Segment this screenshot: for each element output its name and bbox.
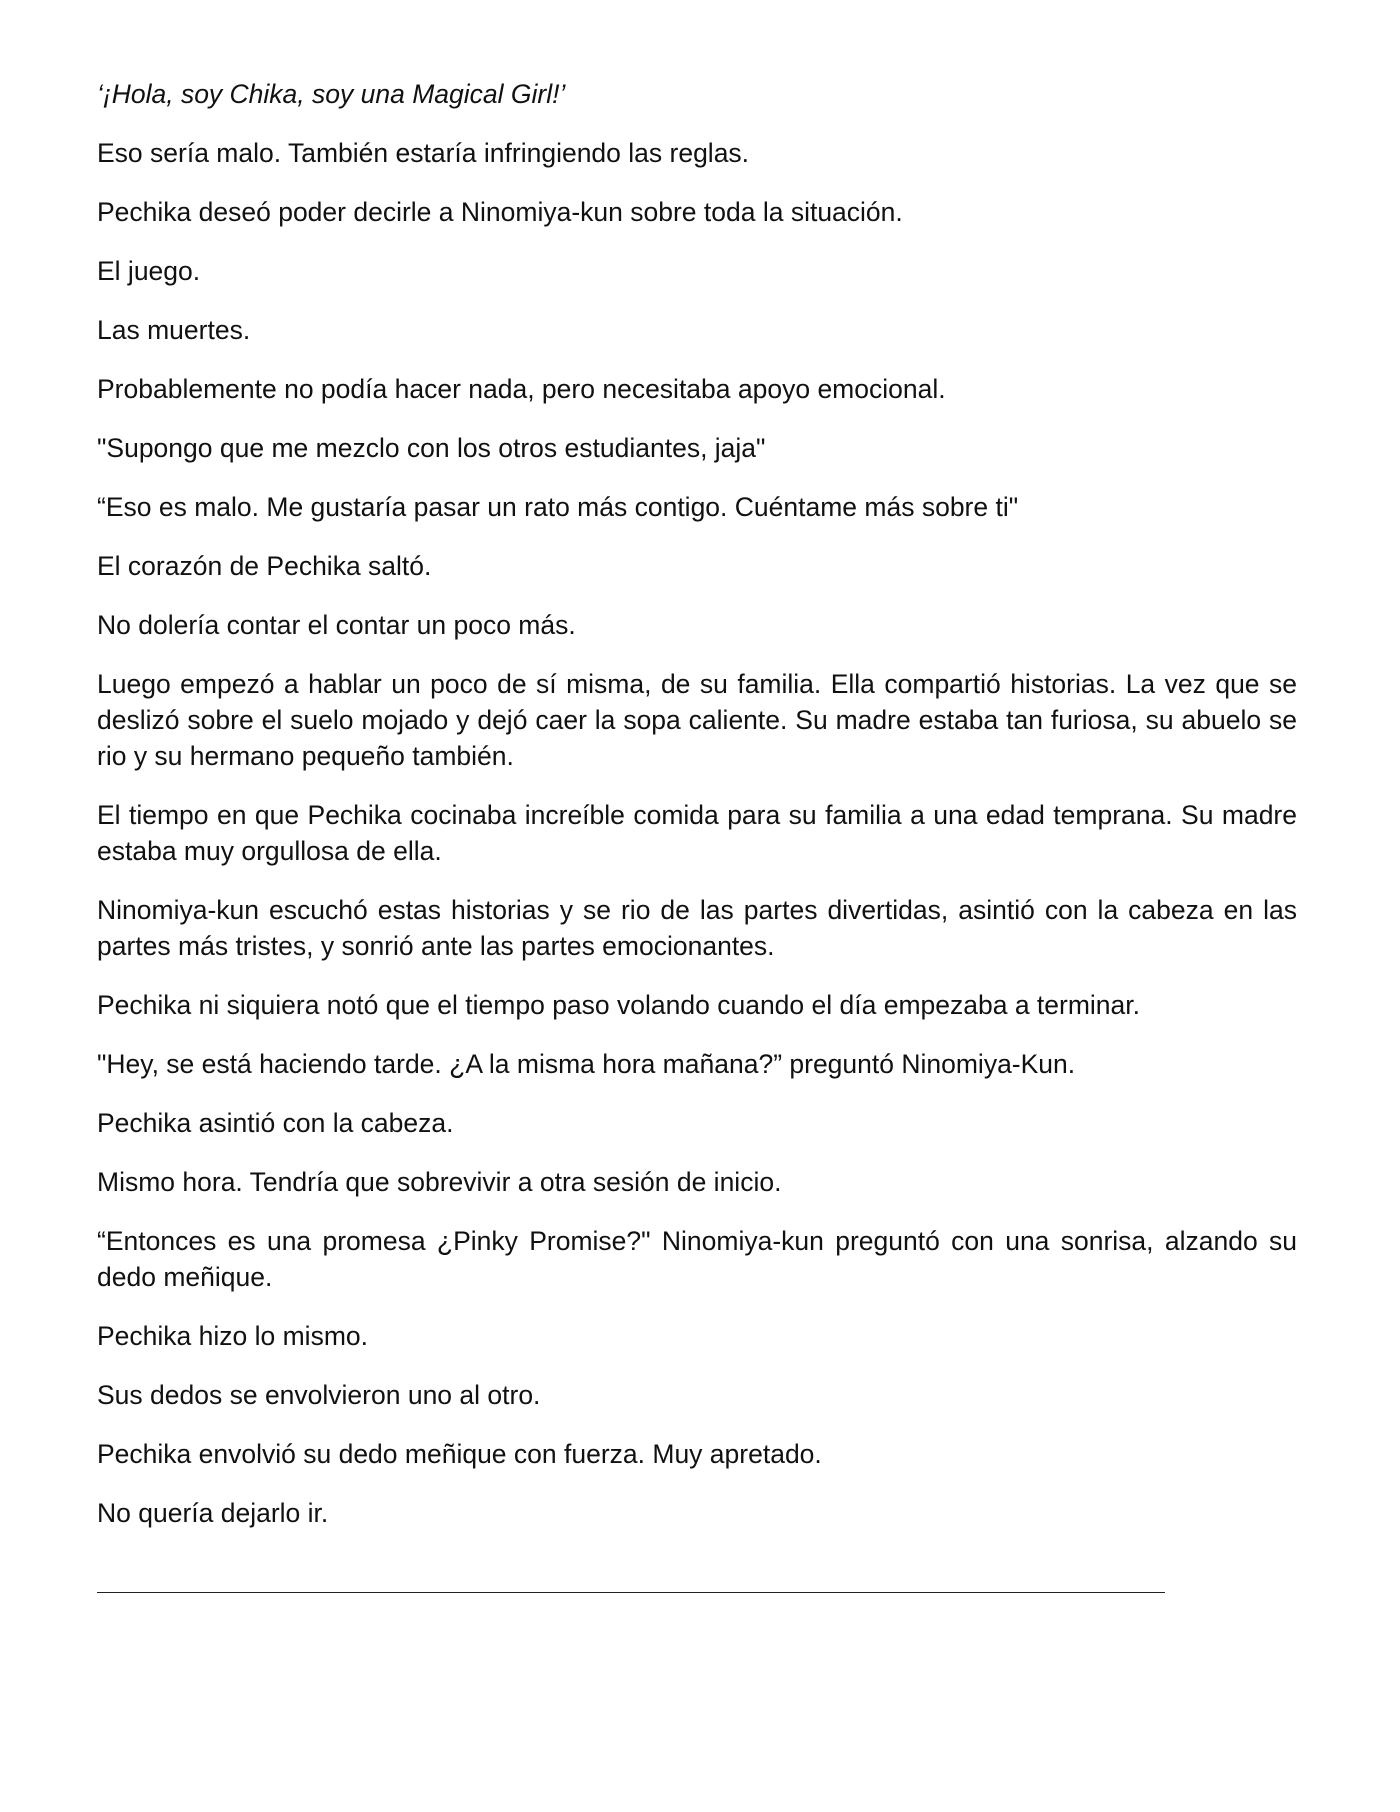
paragraph: "Supongo que me mezclo con los otros estudiantes, jaja"	[97, 433, 766, 463]
paragraph: Ninomiya-kun escuchó estas historias y se rio de las partes divertidas, asintió con la cabeza en las partes más tristes, y sonrió ante las partes emocionantes.	[97, 895, 1297, 961]
paragraph: Luego empezó a hablar un poco de sí misma, de su familia. Ella compartió historias. La vez que se deslizó sobre el suelo mojado y dejó caer la sopa caliente. Su madre estaba tan furiosa, su abuelo se rio y su hermano pequeño también.	[97, 669, 1297, 771]
paragraph: “Eso es malo. Me gustaría pasar un rato más contigo. Cuéntame más sobre ti"	[97, 492, 1019, 522]
paragraph: “Entonces es una promesa ¿Pinky Promise?" Ninomiya-kun preguntó con una sonrisa, alzando su dedo meñique.	[97, 1226, 1297, 1292]
paragraph: No dolería contar el contar un poco más.	[97, 610, 576, 640]
paragraph: Pechika asintió con la cabeza.	[97, 1108, 454, 1138]
paragraph: Las muertes.	[97, 315, 251, 345]
paragraph: Pechika envolvió su dedo meñique con fuerza. Muy apretado.	[97, 1439, 822, 1469]
section-divider	[97, 1592, 1165, 1593]
paragraph: Pechika hizo lo mismo.	[97, 1321, 368, 1351]
document-page	[97, 76, 1297, 1554]
paragraph: El corazón de Pechika saltó.	[97, 551, 432, 581]
paragraph: Eso sería malo. También estaría infringiendo las reglas.	[97, 138, 750, 168]
paragraph: El tiempo en que Pechika cocinaba increíble comida para su familia a una edad temprana. Su madre estaba muy orgullosa de ella.	[97, 800, 1297, 866]
paragraph: "Hey, se está haciendo tarde. ¿A la misma hora mañana?” preguntó Ninomiya-Kun.	[97, 1049, 1076, 1079]
paragraph: Pechika ni siquiera notó que el tiempo paso volando cuando el día empezaba a terminar.	[97, 990, 1141, 1020]
paragraph: No quería dejarlo ir.	[97, 1498, 329, 1528]
paragraph: ‘¡Hola, soy Chika, soy una Magical Girl!’	[97, 79, 566, 109]
paragraph: El juego.	[97, 256, 201, 286]
paragraph: Pechika deseó poder decirle a Ninomiya-kun sobre toda la situación.	[97, 197, 903, 227]
paragraph: Sus dedos se envolvieron uno al otro.	[97, 1380, 541, 1410]
paragraph: Mismo hora. Tendría que sobrevivir a otra sesión de inicio.	[97, 1167, 782, 1197]
paragraph: Probablemente no podía hacer nada, pero necesitaba apoyo emocional.	[97, 374, 946, 404]
